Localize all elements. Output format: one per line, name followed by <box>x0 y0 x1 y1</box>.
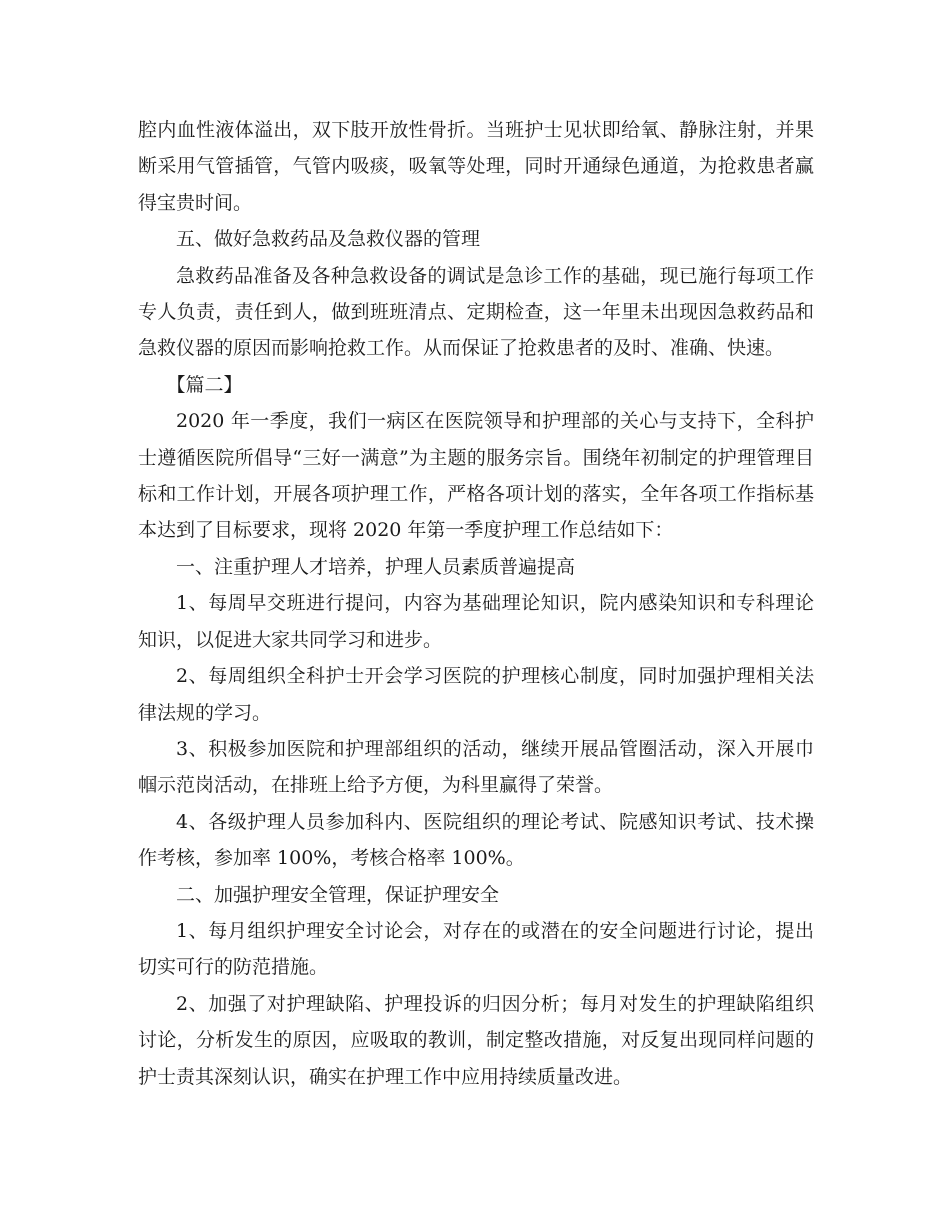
list-item-2-2: 2、加强了对护理缺陷、护理投诉的归因分析；每月对发生的护理缺陷组织讨论，分析发生的原因，应吸取的教训，制定整改措施，对反复出现同样问题的护士责其深刻认识，确实在护理工作中应用持续质量改进。 <box>138 992 814 1088</box>
document-body <box>138 112 814 1095</box>
section-heading-one: 一、注重护理人才培养，护理人员素质普遍提高 <box>176 555 576 578</box>
section-heading-five: 五、做好急救药品及急救仪器的管理 <box>176 228 481 251</box>
list-item-1-4: 4、各级护理人员参加科内、医院组织的理论考试、院感知识考试、技术操作考核，参加率 100%，考核合格率 100%。 <box>138 810 814 870</box>
paragraph-continuation: 腔内血性液体溢出，双下肢开放性骨折。当班护士见状即给氧、静脉注射，并果断采用气管插管，气管内吸痰，吸氧等处理，同时开通绿色通道，为抢救患者赢得宝贵时间。 <box>138 119 814 214</box>
part-marker-two: 【篇二】 <box>166 373 243 396</box>
list-item-1-3: 3、积极参加医院和护理部组织的活动，继续开展品管圈活动，深入开展巾帼示范岗活动，在排班上给予方便，为科里赢得了荣誉。 <box>138 737 814 797</box>
section-heading-two: 二、加强护理安全管理，保证护理安全 <box>176 883 500 906</box>
paragraph-intro-2020: 2020 年一季度，我们一病区在医院领导和护理部的关心与支持下，全科护士遵循医院所倡导“三好一满意”为主题的服务宗旨。围绕年初制定的护理管理目标和工作计划，开展各项护理工作，严格各项计划的落实，全年各项工作指标基本达到了目标要求，现将 2020 年第一季度护理工作总结如下： <box>138 410 814 542</box>
list-item-1-2: 2、每周组织全科护士开会学习医院的护理核心制度，同时加强护理相关法律法规的学习。 <box>138 665 814 724</box>
list-item-1-1: 1、每周早交班进行提问，内容为基础理论知识，院内感染知识和专科理论知识，以促进大家共同学习和进步。 <box>138 592 814 651</box>
paragraph-emergency-drugs: 急救药品准备及各种急救设备的调试是急诊工作的基础，现已施行每项工作专人负责，责任到人，做到班班清点、定期检查，这一年里未出现因急救药品和急救仪器的原因而影响抢救工作。从而保证了抢救患者的及时、准确、快速。 <box>138 264 814 360</box>
list-item-2-1: 1、每月组织护理安全讨论会，对存在的或潜在的安全问题进行讨论，提出切实可行的防范措施。 <box>138 919 814 979</box>
